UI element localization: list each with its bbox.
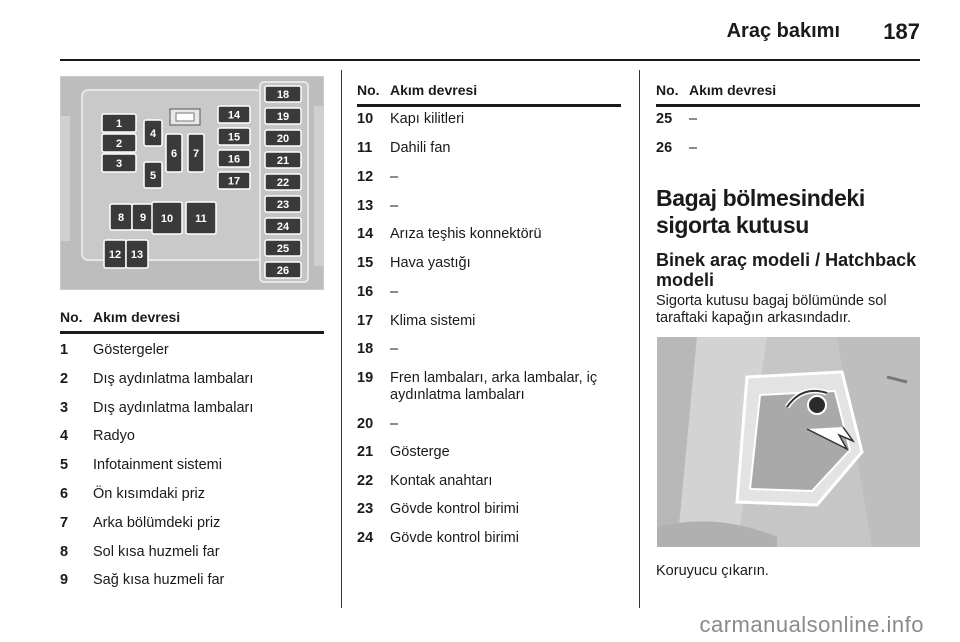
fuse-label: 19 [276,111,290,123]
circuit-name: Klima sistemi [390,313,476,329]
fuse-label: 5 [149,170,157,182]
circuit-name: – [689,111,698,127]
table-header [60,307,324,334]
fuse-label: 13 [130,249,144,261]
circuit-name: Arka bölümdeki priz [93,514,221,531]
fuse-number: 1 [60,342,69,358]
circuit-name: Radyo [93,428,135,445]
column-divider [639,70,640,608]
fuse-label: 3 [115,158,123,170]
section-heading: Bagaj bölmesindeki sigorta kutusu [656,185,865,238]
fuse-number: 25 [656,111,673,127]
fuse-label: 18 [276,89,290,101]
fuse-label: 25 [276,243,290,255]
fuse-number: 14 [357,226,374,242]
fuse-label: 8 [117,212,125,224]
circuit-name: Kontak anahtarı [390,473,493,489]
circuit-name: Kapı kilitleri [390,111,465,127]
fuse-number: 6 [60,486,69,502]
fuse-number: 23 [357,501,374,517]
fuse-label: 7 [192,148,200,160]
fuse-number: 21 [357,444,374,460]
fuse-number: 12 [357,169,374,185]
fuse-number: 5 [60,457,69,474]
circuit-name: Dış aydınlatma lambaları [93,399,254,416]
trunk-fuse-cover-illustration [657,337,920,547]
fuse-label: 22 [276,177,290,189]
column-no-header: No. [60,309,83,325]
fuse-number: 10 [357,111,374,127]
fuse-label: 9 [139,212,147,224]
fuse-number: 3 [60,399,69,416]
fuse-label: 23 [276,199,290,211]
fuse-number: 20 [357,416,374,432]
fuse-number: 8 [60,543,69,560]
fuse-label: 10 [160,213,174,225]
fuse-number: 17 [357,313,374,329]
fuse-label: 11 [195,213,207,225]
column-circuit-header: Akım devresi [390,82,478,98]
column-circuit-header: Akım devresi [689,82,777,98]
fuse-number: 16 [357,284,374,300]
circuit-name: – [390,416,399,432]
fuse-label: 6 [170,148,178,160]
fuse-label: 16 [227,153,241,166]
circuit-name: Fren lambaları, arka lambalar, iç aydınlatma lambaları [390,370,598,403]
table-header [357,80,621,107]
circuit-name: – [390,198,399,214]
circuit-name: Infotainment sistemi [93,457,222,474]
fuse-number: 15 [357,255,374,271]
fuse-label: 12 [108,249,122,261]
page-number: 187 [883,19,920,44]
circuit-name: Dış aydınlatma lambaları [93,370,254,387]
fuse-label: 1 [115,118,123,130]
fuse-label: 14 [227,109,241,122]
fuse-label: 26 [276,265,290,277]
section-title: Araç bakımı [726,20,840,42]
body-paragraph: Sigorta kutusu bagaj bölümünde sol taraftaki kapağın arkasındadır. [656,293,887,326]
fuse-label: 24 [276,221,290,233]
fuse-number: 11 [357,140,373,156]
page-header [0,0,960,60]
table-header [656,80,920,107]
circuit-name: Sağ kısa huzmeli far [93,572,225,589]
circuit-name: Gövde kontrol birimi [390,530,519,546]
fuse-number: 2 [60,370,69,387]
header-rule [60,59,920,61]
circuit-name: Gösterge [390,444,450,460]
circuit-name: – [390,169,399,185]
fuse-number: 22 [357,473,374,489]
circuit-name: Arıza teşhis konnektörü [390,226,542,242]
fuse-number: 18 [357,341,374,357]
circuit-name: Dahili fan [390,140,451,156]
circuit-name: Hava yastığı [390,255,471,271]
circuit-name: – [390,341,399,357]
fuse-number: 9 [60,572,69,589]
fuse-label: 20 [276,133,290,145]
circuit-name: Sol kısa huzmeli far [93,543,220,560]
circuit-name: Göstergeler [93,342,169,358]
fuse-labels-layer [60,76,324,290]
fuse-number: 19 [357,370,374,386]
column-circuit-header: Akım devresi [93,309,181,325]
column-no-header: No. [357,82,380,98]
circuit-name: Gövde kontrol birimi [390,501,519,517]
figure-caption: Koruyucu çıkarın. [656,563,769,579]
circuit-name: – [390,284,399,300]
circuit-name: – [689,140,698,156]
fuse-number: 13 [357,198,374,214]
fuse-label: 17 [227,175,241,188]
fuse-number: 4 [60,428,69,445]
column-no-header: No. [656,82,679,98]
fuse-label: 4 [149,128,157,140]
fuse-number: 26 [656,140,673,156]
circuit-name: Ön kısımdaki priz [93,486,205,502]
fuse-label: 21 [276,155,290,167]
fuse-number: 24 [357,530,374,546]
subsection-heading: Binek araç modeli / Hatchback modeli [656,250,917,290]
watermark: carmanualsonline.info [699,612,924,637]
column-divider [341,70,342,608]
fuse-label: 2 [115,138,123,150]
fuse-label: 15 [227,131,241,144]
fuse-number: 7 [60,514,69,531]
